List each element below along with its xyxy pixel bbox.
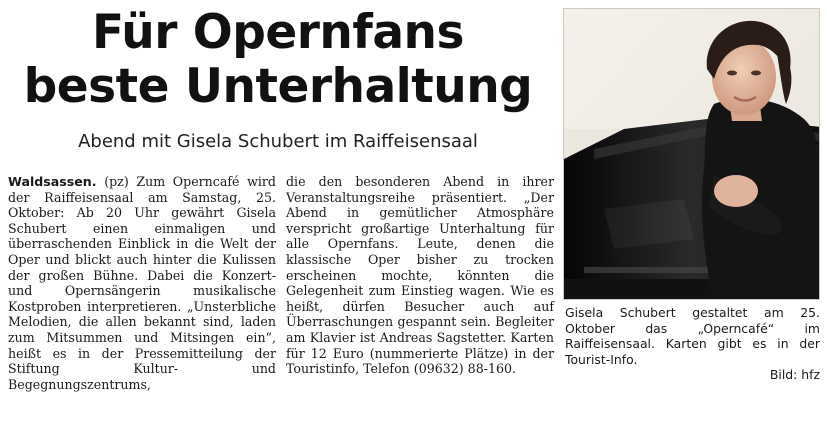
article-paragraph-left bbox=[8, 174, 276, 392]
article-photo bbox=[563, 8, 820, 300]
dateline: Waldsassen. bbox=[8, 174, 97, 189]
article-column-left bbox=[8, 174, 276, 392]
headline-line-2: beste Unterhaltung bbox=[23, 59, 533, 114]
body-text-right: die den besonderen Abend in ihrer Veranstaltungsreihe präsentiert. „Der Abend in gemütlicher Atmosphäre verspricht großartige Unterhaltung für alle Opernfans. Leute, denen die klassische Oper bisher zu trocken erscheinen mochte, könnten die Gelegenheit zum Einstieg wagen. Wie es heißt, dürfen Besucher auch auf Überraschungen gespannt sein. Begleiter am Klavier ist Andreas Sagstetter. Karten für 12 Euro (nummerierte Plätze) in der Touristinfo, Telefon (09632) 88-160. bbox=[286, 174, 554, 377]
caption-text: Gisela Schubert gestaltet am 25. Oktober das „Operncafé“ im Raiffeisensaal. Karten gibt es in der Tourist-Info. bbox=[565, 305, 820, 367]
body-text-left: (pz) Zum Operncafé wird der Raiffeisensaal am Samstag, 25. Oktober: Ab 20 Uhr gewährt Gisela Schubert einen einmaligen und überraschenden Einblick in die Welt der Oper und blickt auch hinter die Kulissen der großen Bühne. Dabei die Konzert- und Opernsängerin musikalische Kostproben interpretieren. „Unsterbliche Melodien, die allen bekannt sind, laden zum Mitsummen und Mitsingen ein“, heißt es in der Pressemitteilung der Stiftung Kultur- und Begegnungszentrums, bbox=[8, 174, 276, 392]
article-column-right bbox=[286, 174, 554, 377]
subheadline: Abend mit Gisela Schubert im Raiffeisensaal bbox=[78, 131, 478, 152]
headline-line-1: Für Opernfans bbox=[92, 5, 464, 60]
headline bbox=[0, 6, 556, 114]
photo-caption bbox=[565, 305, 820, 383]
caption-credit-line bbox=[565, 367, 820, 383]
photo-credit: Bild: hfz bbox=[769, 367, 820, 383]
photo-image bbox=[564, 9, 820, 300]
